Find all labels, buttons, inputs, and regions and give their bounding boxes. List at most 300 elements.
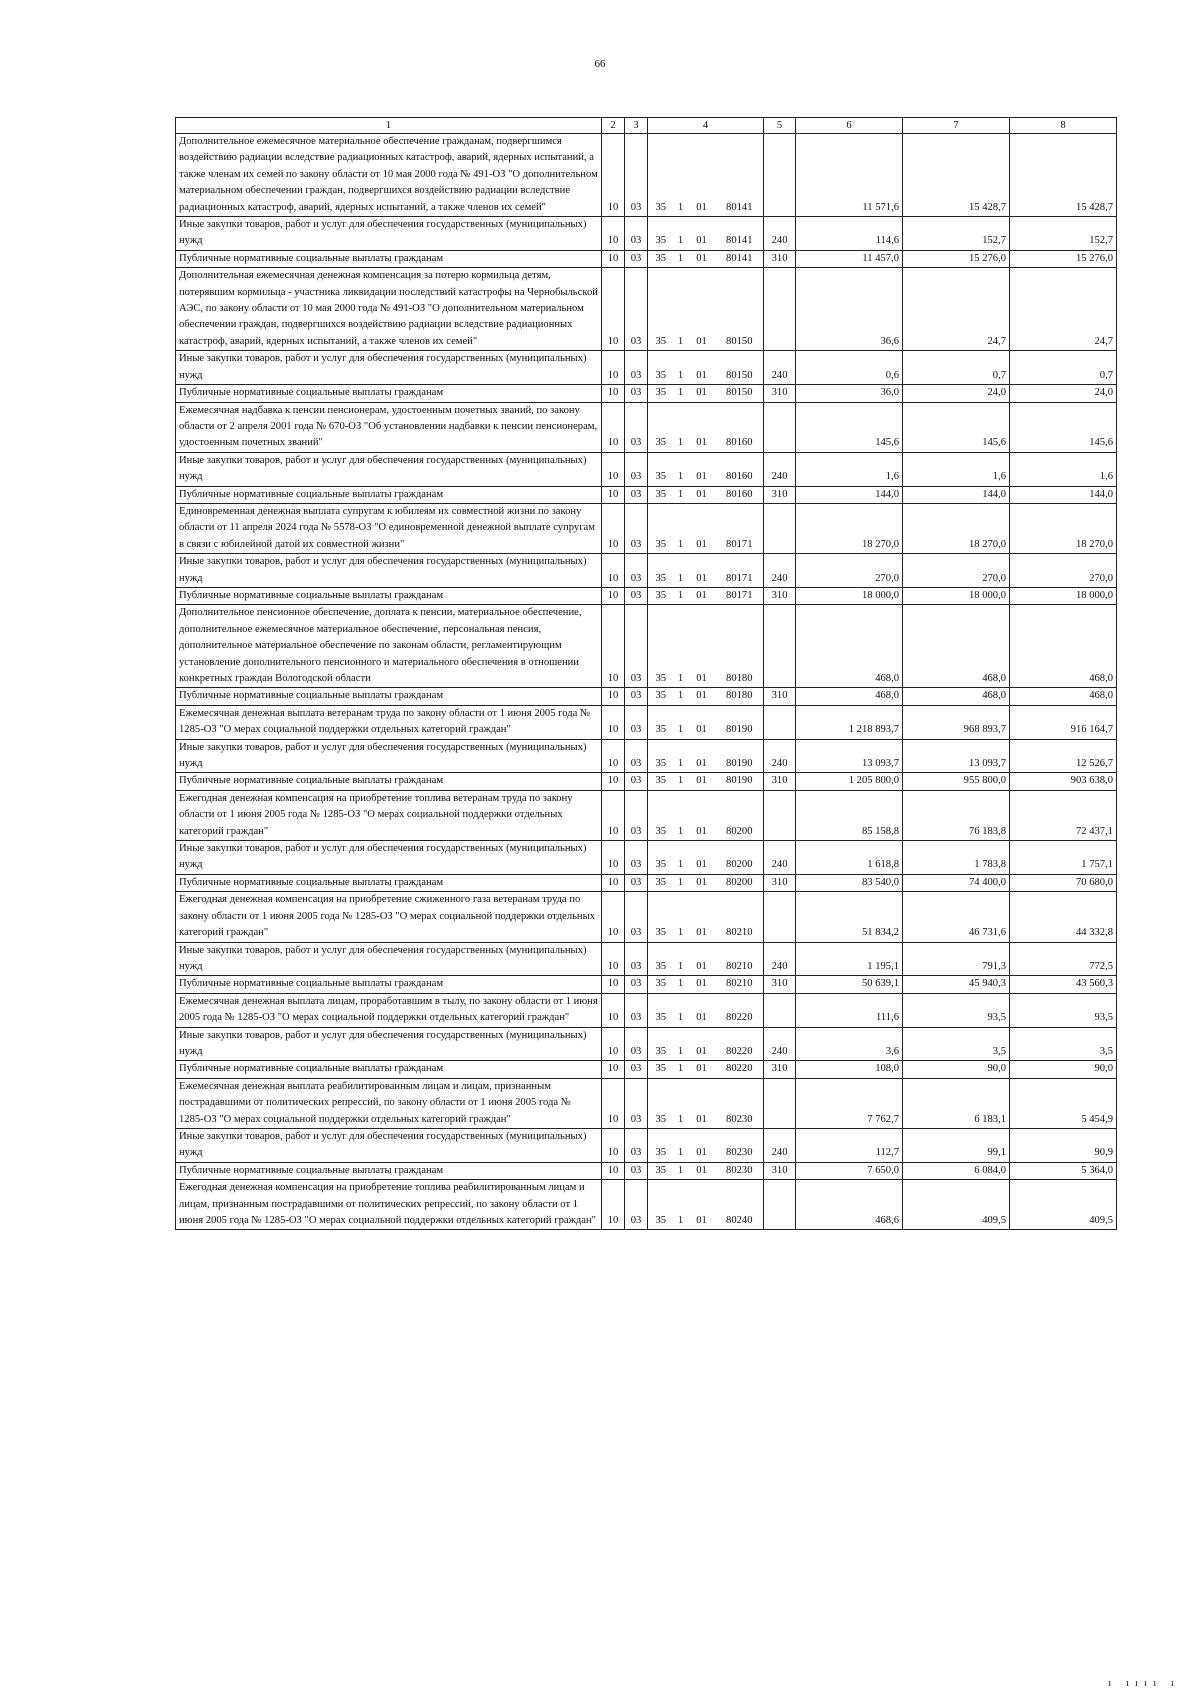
amount-col-8: 1,6 — [1010, 452, 1117, 486]
target-article-type: 1 — [674, 976, 688, 993]
amount-col-7: 46 731,6 — [903, 892, 1010, 942]
amount-col-7: 99,1 — [903, 1128, 1010, 1162]
table-row — [176, 705, 1117, 739]
target-article-direction: 01 — [688, 993, 716, 1027]
target-article-direction: 01 — [688, 486, 716, 503]
expense-type-code: 310 — [764, 688, 796, 705]
target-article-program: 35 — [648, 688, 674, 705]
target-article-type: 1 — [674, 993, 688, 1027]
header-cell: 3 — [625, 118, 648, 134]
row-description: Дополнительное пенсионное обеспечение, доплата к пенсии, материальное обеспечение, дополнительное ежемесячное материальное обеспечение, персональная пенсия, дополнительное материальное обеспечение по законам области, регламентирующим установление дополнительного пенсионного и материального обеспечения в отношении конкретных граждан Вологодской области — [176, 605, 602, 688]
amount-col-6: 1 618,8 — [796, 841, 903, 875]
section-code: 10 — [602, 402, 625, 452]
amount-col-8: 12 526,7 — [1010, 739, 1117, 773]
target-article-direction: 01 — [688, 402, 716, 452]
target-article-program: 35 — [648, 942, 674, 976]
amount-col-7: 1,6 — [903, 452, 1010, 486]
section-code: 10 — [602, 452, 625, 486]
header-row — [176, 118, 1117, 134]
row-description: Иные закупки товаров, работ и услуг для обеспечения государственных (муниципальных) нужд — [176, 942, 602, 976]
target-article-code: 80200 — [716, 841, 764, 875]
amount-col-7: 6 084,0 — [903, 1162, 1010, 1179]
expense-type-code: 240 — [764, 217, 796, 251]
table-row — [176, 1180, 1117, 1230]
row-description: Публичные нормативные социальные выплаты гражданам — [176, 486, 602, 503]
target-article-program: 35 — [648, 1061, 674, 1078]
row-description: Иные закупки товаров, работ и услуг для обеспечения государственных (муниципальных) нужд — [176, 554, 602, 588]
amount-col-6: 13 093,7 — [796, 739, 903, 773]
row-description: Публичные нормативные социальные выплаты гражданам — [176, 688, 602, 705]
target-article-program: 35 — [648, 587, 674, 604]
expense-type-code: 240 — [764, 841, 796, 875]
target-article-direction: 01 — [688, 1027, 716, 1061]
amount-col-6: 1,6 — [796, 452, 903, 486]
amount-col-6: 50 639,1 — [796, 976, 903, 993]
target-article-code: 80230 — [716, 1128, 764, 1162]
row-description: Ежемесячная денежная выплата лицам, проработавшим в тылу, по закону области от 1 июня 2005 года № 1285-ОЗ "О мерах социальной поддержки отдельных категорий граждан" — [176, 993, 602, 1027]
row-description: Публичные нормативные социальные выплаты гражданам — [176, 250, 602, 267]
target-article-direction: 01 — [688, 605, 716, 688]
scan-mark: ı ıııı ı — [1108, 1677, 1180, 1689]
target-article-direction: 01 — [688, 587, 716, 604]
amount-col-7: 409,5 — [903, 1180, 1010, 1230]
target-article-code: 80160 — [716, 402, 764, 452]
subsection-code: 03 — [625, 1078, 648, 1128]
subsection-code: 03 — [625, 587, 648, 604]
target-article-direction: 01 — [688, 351, 716, 385]
target-article-type: 1 — [674, 841, 688, 875]
amount-col-8: 270,0 — [1010, 554, 1117, 588]
row-description: Ежемесячная денежная выплата ветеранам труда по закону области от 1 июня 2005 года № 1285-ОЗ "О мерах социальной поддержки отдельных категорий граждан" — [176, 705, 602, 739]
target-article-code: 80210 — [716, 976, 764, 993]
target-article-direction: 01 — [688, 942, 716, 976]
amount-col-7: 18 000,0 — [903, 587, 1010, 604]
expense-type-code: 240 — [764, 351, 796, 385]
target-article-type: 1 — [674, 739, 688, 773]
row-description: Публичные нормативные социальные выплаты гражданам — [176, 1061, 602, 1078]
expense-type-code — [764, 993, 796, 1027]
table-row — [176, 587, 1117, 604]
target-article-direction: 01 — [688, 268, 716, 351]
target-article-code: 80141 — [716, 250, 764, 267]
section-code: 10 — [602, 892, 625, 942]
target-article-code: 80230 — [716, 1078, 764, 1128]
section-code: 10 — [602, 1128, 625, 1162]
target-article-direction: 01 — [688, 1128, 716, 1162]
section-code: 10 — [602, 605, 625, 688]
amount-col-8: 24,0 — [1010, 385, 1117, 402]
expense-type-code: 240 — [764, 1027, 796, 1061]
target-article-direction: 01 — [688, 705, 716, 739]
target-article-direction: 01 — [688, 739, 716, 773]
amount-col-6: 36,6 — [796, 268, 903, 351]
target-article-type: 1 — [674, 385, 688, 402]
subsection-code: 03 — [625, 942, 648, 976]
row-description: Иные закупки товаров, работ и услуг для обеспечения государственных (муниципальных) нужд — [176, 1027, 602, 1061]
row-description: Ежемесячная денежная выплата реабилитированным лицам и лицам, признанным пострадавшими от политических репрессий, по закону области от 1 июня 2005 года № 1285-ОЗ "О мерах социальной поддержки отдельных категорий граждан" — [176, 1078, 602, 1128]
row-description: Ежегодная денежная компенсация на приобретение сжиженного газа ветеранам труда по закону области от 1 июня 2005 года № 1285-ОЗ "О мерах социальной поддержки отдельных категорий граждан" — [176, 892, 602, 942]
amount-col-7: 74 400,0 — [903, 874, 1010, 891]
subsection-code: 03 — [625, 134, 648, 217]
table-row — [176, 790, 1117, 840]
amount-col-8: 144,0 — [1010, 486, 1117, 503]
target-article-program: 35 — [648, 1162, 674, 1179]
expense-type-code: 310 — [764, 486, 796, 503]
target-article-code: 80180 — [716, 605, 764, 688]
subsection-code: 03 — [625, 1027, 648, 1061]
amount-col-7: 24,7 — [903, 268, 1010, 351]
expense-type-code — [764, 605, 796, 688]
target-article-type: 1 — [674, 874, 688, 891]
target-article-code: 80220 — [716, 1027, 764, 1061]
subsection-code: 03 — [625, 385, 648, 402]
subsection-code: 03 — [625, 841, 648, 875]
table-row — [176, 874, 1117, 891]
amount-col-6: 18 000,0 — [796, 587, 903, 604]
target-article-program: 35 — [648, 351, 674, 385]
amount-col-7: 15 276,0 — [903, 250, 1010, 267]
expense-type-code — [764, 268, 796, 351]
section-code: 10 — [602, 942, 625, 976]
table-row — [176, 976, 1117, 993]
target-article-program: 35 — [648, 385, 674, 402]
row-description: Дополнительная ежемесячная денежная компенсация за потерю кормильца детям, потерявшим кормильца - участника ликвидации последствий катастрофы на Чернобыльской АЭС, по закону области от 10 мая 2000 года № 491-ОЗ "О дополнительном материальном обеспечении граждан, подвергшихся воздействию радиации вследствие радиационных катастроф, аварий, ядерных испытаний, а также членов их семей" — [176, 268, 602, 351]
amount-col-6: 468,0 — [796, 688, 903, 705]
subsection-code: 03 — [625, 688, 648, 705]
row-description: Иные закупки товаров, работ и услуг для обеспечения государственных (муниципальных) нужд — [176, 739, 602, 773]
amount-col-6: 0,6 — [796, 351, 903, 385]
subsection-code: 03 — [625, 773, 648, 790]
target-article-code: 80160 — [716, 486, 764, 503]
expense-type-code — [764, 892, 796, 942]
row-description: Ежегодная денежная компенсация на приобретение топлива реабилитированным лицам и лицам, признанным пострадавшими от политических репрессий, по закону области от 1 июня 2005 года № 1285-ОЗ "О мерах социальной поддержки отдельных категорий граждан" — [176, 1180, 602, 1230]
table-row — [176, 268, 1117, 351]
expense-type-code: 240 — [764, 452, 796, 486]
table-row — [176, 385, 1117, 402]
target-article-program: 35 — [648, 790, 674, 840]
expense-type-code: 240 — [764, 554, 796, 588]
amount-col-8: 72 437,1 — [1010, 790, 1117, 840]
target-article-type: 1 — [674, 554, 688, 588]
header-cell: 8 — [1010, 118, 1117, 134]
target-article-type: 1 — [674, 402, 688, 452]
amount-col-7: 76 183,8 — [903, 790, 1010, 840]
target-article-type: 1 — [674, 705, 688, 739]
amount-col-6: 7 762,7 — [796, 1078, 903, 1128]
target-article-program: 35 — [648, 250, 674, 267]
amount-col-8: 70 680,0 — [1010, 874, 1117, 891]
section-code: 10 — [602, 1061, 625, 1078]
target-article-code: 80171 — [716, 587, 764, 604]
expense-type-code: 310 — [764, 587, 796, 604]
amount-col-6: 145,6 — [796, 402, 903, 452]
subsection-code: 03 — [625, 1128, 648, 1162]
amount-col-6: 7 650,0 — [796, 1162, 903, 1179]
section-code: 10 — [602, 773, 625, 790]
row-description: Ежегодная денежная компенсация на приобретение топлива ветеранам труда по закону области от 1 июня 2005 года № 1285-ОЗ "О мерах социальной поддержки отдельных категорий граждан" — [176, 790, 602, 840]
target-article-type: 1 — [674, 1162, 688, 1179]
target-article-program: 35 — [648, 773, 674, 790]
amount-col-8: 18 000,0 — [1010, 587, 1117, 604]
row-description: Иные закупки товаров, работ и услуг для обеспечения государственных (муниципальных) нужд — [176, 841, 602, 875]
table-row — [176, 503, 1117, 553]
target-article-type: 1 — [674, 790, 688, 840]
target-article-type: 1 — [674, 217, 688, 251]
amount-col-7: 968 893,7 — [903, 705, 1010, 739]
expense-type-code: 310 — [764, 385, 796, 402]
target-article-type: 1 — [674, 134, 688, 217]
amount-col-7: 955 800,0 — [903, 773, 1010, 790]
row-description: Иные закупки товаров, работ и услуг для обеспечения государственных (муниципальных) нужд — [176, 452, 602, 486]
amount-col-6: 468,0 — [796, 605, 903, 688]
target-article-program: 35 — [648, 1027, 674, 1061]
row-description: Иные закупки товаров, работ и услуг для обеспечения государственных (муниципальных) нужд — [176, 351, 602, 385]
target-article-direction: 01 — [688, 503, 716, 553]
table-row — [176, 1027, 1117, 1061]
target-article-code: 80171 — [716, 554, 764, 588]
amount-col-8: 916 164,7 — [1010, 705, 1117, 739]
section-code: 10 — [602, 385, 625, 402]
amount-col-8: 5 454,9 — [1010, 1078, 1117, 1128]
target-article-program: 35 — [648, 486, 674, 503]
table-row — [176, 217, 1117, 251]
target-article-type: 1 — [674, 1027, 688, 1061]
target-article-type: 1 — [674, 1180, 688, 1230]
header-cell: 4 — [648, 118, 764, 134]
amount-col-8: 3,5 — [1010, 1027, 1117, 1061]
target-article-type: 1 — [674, 452, 688, 486]
row-description: Публичные нормативные социальные выплаты гражданам — [176, 874, 602, 891]
amount-col-8: 1 757,1 — [1010, 841, 1117, 875]
target-article-program: 35 — [648, 134, 674, 217]
row-description: Единовременная денежная выплата супругам к юбилеям их совместной жизни по закону области от 11 апреля 2024 года № 5578-ОЗ "О единовременной денежной выплате супругам в связи с юбилейной датой их совместной жизни" — [176, 503, 602, 553]
subsection-code: 03 — [625, 554, 648, 588]
expense-type-code: 240 — [764, 739, 796, 773]
subsection-code: 03 — [625, 874, 648, 891]
target-article-program: 35 — [648, 705, 674, 739]
table-row — [176, 773, 1117, 790]
amount-col-6: 108,0 — [796, 1061, 903, 1078]
target-article-code: 80190 — [716, 705, 764, 739]
section-code: 10 — [602, 486, 625, 503]
subsection-code: 03 — [625, 605, 648, 688]
target-article-direction: 01 — [688, 1061, 716, 1078]
section-code: 10 — [602, 976, 625, 993]
target-article-code: 80200 — [716, 874, 764, 891]
section-code: 10 — [602, 739, 625, 773]
amount-col-8: 90,0 — [1010, 1061, 1117, 1078]
amount-col-7: 93,5 — [903, 993, 1010, 1027]
target-article-code: 80160 — [716, 452, 764, 486]
row-description: Публичные нормативные социальные выплаты гражданам — [176, 1162, 602, 1179]
target-article-direction: 01 — [688, 790, 716, 840]
row-description: Дополнительное ежемесячное материальное обеспечение гражданам, подвергшимся воздействию радиации вследствие радиационных катастроф, аварий, ядерных испытаний, а также членам их семей по закону области от 10 мая 2000 года № 491-ОЗ "О дополнительном материальном обеспечении граждан, подвергшихся воздействию радиации вследствие радиационных катастроф, аварий, ядерных испытаний, а также членов их семей" — [176, 134, 602, 217]
table-row — [176, 1061, 1117, 1078]
target-article-code: 80190 — [716, 739, 764, 773]
amount-col-7: 18 270,0 — [903, 503, 1010, 553]
table-row — [176, 841, 1117, 875]
amount-col-8: 24,7 — [1010, 268, 1117, 351]
target-article-direction: 01 — [688, 452, 716, 486]
amount-col-7: 270,0 — [903, 554, 1010, 588]
table-row — [176, 134, 1117, 217]
target-article-program: 35 — [648, 739, 674, 773]
section-code: 10 — [602, 874, 625, 891]
target-article-type: 1 — [674, 1078, 688, 1128]
section-code: 10 — [602, 217, 625, 251]
target-article-program: 35 — [648, 217, 674, 251]
expense-type-code: 310 — [764, 250, 796, 267]
header-cell: 7 — [903, 118, 1010, 134]
header-cell: 5 — [764, 118, 796, 134]
amount-col-8: 5 364,0 — [1010, 1162, 1117, 1179]
subsection-code: 03 — [625, 1180, 648, 1230]
expense-type-code: 310 — [764, 773, 796, 790]
target-article-direction: 01 — [688, 976, 716, 993]
table-row — [176, 402, 1117, 452]
target-article-direction: 01 — [688, 892, 716, 942]
table-row — [176, 351, 1117, 385]
section-code: 10 — [602, 1162, 625, 1179]
expense-type-code: 240 — [764, 1128, 796, 1162]
amount-col-6: 11 457,0 — [796, 250, 903, 267]
amount-col-7: 3,5 — [903, 1027, 1010, 1061]
target-article-direction: 01 — [688, 385, 716, 402]
section-code: 10 — [602, 587, 625, 604]
header-cell: 1 — [176, 118, 602, 134]
target-article-code: 80150 — [716, 351, 764, 385]
amount-col-8: 43 560,3 — [1010, 976, 1117, 993]
amount-col-6: 1 205 800,0 — [796, 773, 903, 790]
target-article-code: 80150 — [716, 385, 764, 402]
table-row — [176, 993, 1117, 1027]
target-article-program: 35 — [648, 1180, 674, 1230]
amount-col-8: 90,9 — [1010, 1128, 1117, 1162]
amount-col-6: 112,7 — [796, 1128, 903, 1162]
target-article-type: 1 — [674, 892, 688, 942]
amount-col-8: 468,0 — [1010, 688, 1117, 705]
expense-type-code — [764, 1180, 796, 1230]
subsection-code: 03 — [625, 892, 648, 942]
target-article-program: 35 — [648, 402, 674, 452]
subsection-code: 03 — [625, 790, 648, 840]
table-row — [176, 1162, 1117, 1179]
budget-table — [175, 117, 1117, 1230]
section-code: 10 — [602, 351, 625, 385]
subsection-code: 03 — [625, 250, 648, 267]
row-description: Ежемесячная надбавка к пенсии пенсионерам, удостоенным почетных званий, по закону области от 2 апреля 2001 года № 670-ОЗ "Об установлении надбавки к пенсии пенсионерам, удостоенным почетных званий" — [176, 402, 602, 452]
subsection-code: 03 — [625, 268, 648, 351]
amount-col-8: 44 332,8 — [1010, 892, 1117, 942]
amount-col-8: 15 276,0 — [1010, 250, 1117, 267]
amount-col-6: 18 270,0 — [796, 503, 903, 553]
target-article-program: 35 — [648, 503, 674, 553]
amount-col-8: 152,7 — [1010, 217, 1117, 251]
target-article-code: 80220 — [716, 1061, 764, 1078]
amount-col-7: 145,6 — [903, 402, 1010, 452]
target-article-program: 35 — [648, 605, 674, 688]
target-article-type: 1 — [674, 773, 688, 790]
amount-col-6: 114,6 — [796, 217, 903, 251]
subsection-code: 03 — [625, 217, 648, 251]
amount-col-7: 468,0 — [903, 688, 1010, 705]
row-description: Публичные нормативные социальные выплаты гражданам — [176, 385, 602, 402]
amount-col-6: 468,6 — [796, 1180, 903, 1230]
amount-col-7: 152,7 — [903, 217, 1010, 251]
target-article-program: 35 — [648, 554, 674, 588]
amount-col-8: 15 428,7 — [1010, 134, 1117, 217]
target-article-program: 35 — [648, 976, 674, 993]
amount-col-7: 0,7 — [903, 351, 1010, 385]
section-code: 10 — [602, 503, 625, 553]
target-article-program: 35 — [648, 1128, 674, 1162]
row-description: Иные закупки товаров, работ и услуг для обеспечения государственных (муниципальных) нужд — [176, 217, 602, 251]
amount-col-8: 18 270,0 — [1010, 503, 1117, 553]
section-code: 10 — [602, 134, 625, 217]
section-code: 10 — [602, 250, 625, 267]
target-article-code: 80200 — [716, 790, 764, 840]
subsection-code: 03 — [625, 739, 648, 773]
target-article-code: 80220 — [716, 993, 764, 1027]
header-cell: 6 — [796, 118, 903, 134]
target-article-program: 35 — [648, 841, 674, 875]
amount-col-6: 270,0 — [796, 554, 903, 588]
target-article-program: 35 — [648, 874, 674, 891]
amount-col-8: 772,5 — [1010, 942, 1117, 976]
expense-type-code: 240 — [764, 942, 796, 976]
target-article-direction: 01 — [688, 250, 716, 267]
subsection-code: 03 — [625, 1162, 648, 1179]
amount-col-7: 13 093,7 — [903, 739, 1010, 773]
amount-col-7: 468,0 — [903, 605, 1010, 688]
amount-col-8: 0,7 — [1010, 351, 1117, 385]
expense-type-code — [764, 503, 796, 553]
subsection-code: 03 — [625, 402, 648, 452]
table-row — [176, 1128, 1117, 1162]
target-article-type: 1 — [674, 268, 688, 351]
subsection-code: 03 — [625, 993, 648, 1027]
target-article-type: 1 — [674, 587, 688, 604]
amount-col-7: 45 940,3 — [903, 976, 1010, 993]
table-row — [176, 554, 1117, 588]
target-article-type: 1 — [674, 605, 688, 688]
amount-col-7: 15 428,7 — [903, 134, 1010, 217]
target-article-direction: 01 — [688, 688, 716, 705]
expense-type-code — [764, 790, 796, 840]
amount-col-6: 1 195,1 — [796, 942, 903, 976]
expense-type-code: 310 — [764, 874, 796, 891]
expense-type-code — [764, 705, 796, 739]
target-article-program: 35 — [648, 268, 674, 351]
subsection-code: 03 — [625, 705, 648, 739]
target-article-code: 80141 — [716, 134, 764, 217]
section-code: 10 — [602, 1180, 625, 1230]
section-code: 10 — [602, 790, 625, 840]
amount-col-6: 85 158,8 — [796, 790, 903, 840]
amount-col-8: 93,5 — [1010, 993, 1117, 1027]
subsection-code: 03 — [625, 486, 648, 503]
amount-col-6: 36,0 — [796, 385, 903, 402]
target-article-code: 80141 — [716, 217, 764, 251]
amount-col-7: 144,0 — [903, 486, 1010, 503]
section-code: 10 — [602, 554, 625, 588]
target-article-type: 1 — [674, 486, 688, 503]
expense-type-code: 310 — [764, 1162, 796, 1179]
target-article-type: 1 — [674, 503, 688, 553]
target-article-direction: 01 — [688, 841, 716, 875]
target-article-code: 80240 — [716, 1180, 764, 1230]
amount-col-6: 51 834,2 — [796, 892, 903, 942]
